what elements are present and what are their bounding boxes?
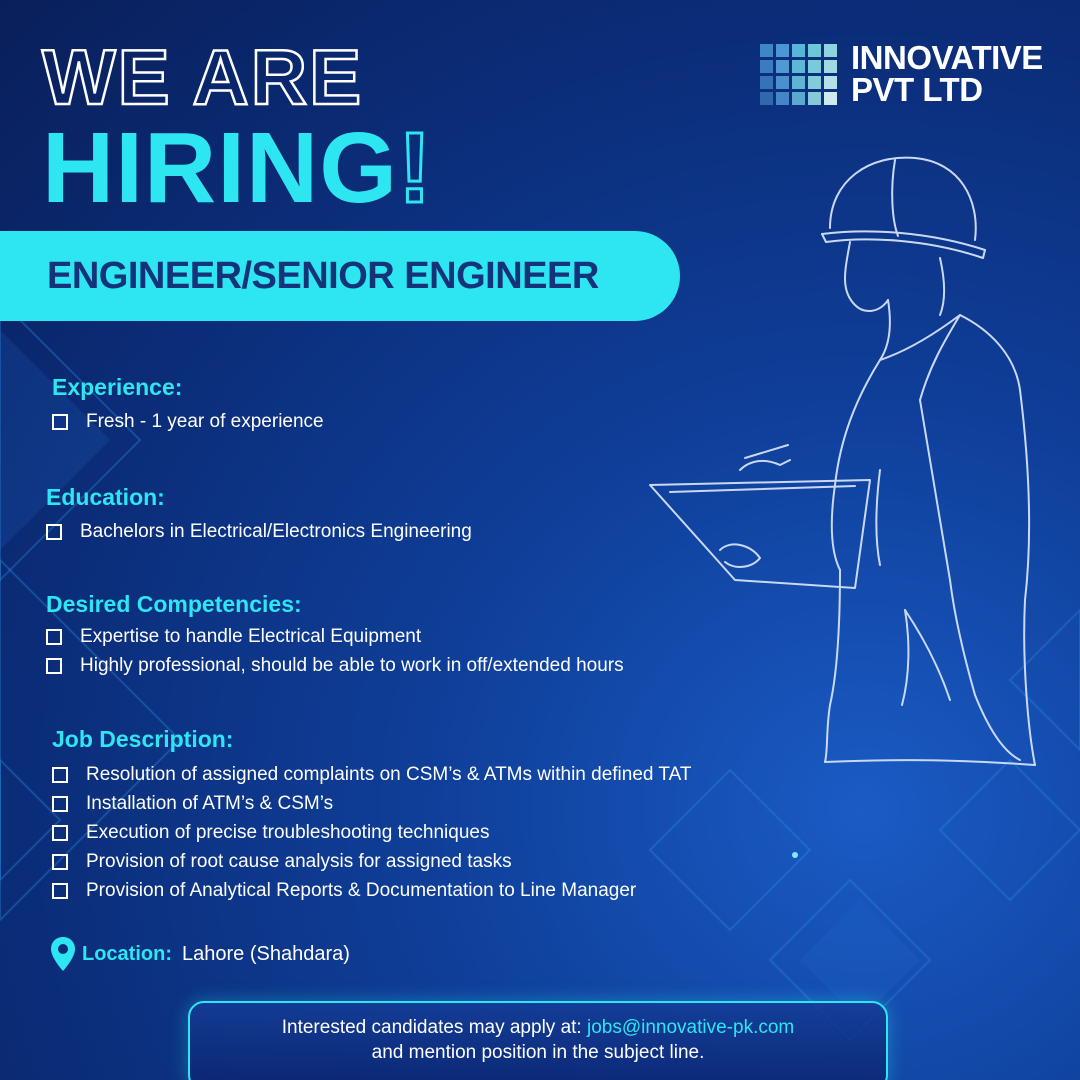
location-value: Lahore (Shahdara) bbox=[182, 942, 350, 965]
logo-square bbox=[824, 76, 837, 89]
logo-square bbox=[824, 44, 837, 57]
location bbox=[50, 936, 350, 972]
job-item-text: Resolution of assigned complaints on CSM’s & ATMs within defined TAT bbox=[86, 764, 692, 785]
logo-square bbox=[808, 60, 821, 73]
competencies-title: Desired Competencies: bbox=[46, 591, 302, 617]
logo-square bbox=[792, 60, 805, 73]
checkbox-bullet-icon bbox=[52, 825, 68, 841]
logo-square bbox=[792, 76, 805, 89]
apply-box bbox=[188, 1001, 888, 1080]
logo-square bbox=[760, 44, 773, 57]
job-item bbox=[52, 792, 333, 816]
company-name-line1: INNOVATIVE bbox=[851, 39, 1043, 76]
logo-square bbox=[760, 76, 773, 89]
job-item-text: Installation of ATM’s & CSM’s bbox=[86, 793, 334, 814]
job-item bbox=[52, 763, 691, 787]
logo-square bbox=[808, 76, 821, 89]
apply-text: Interested candidates may apply at: bbox=[281, 1017, 582, 1038]
checkbox-bullet-icon bbox=[52, 883, 68, 899]
checkbox-bullet-icon bbox=[46, 524, 62, 540]
logo-square bbox=[808, 92, 821, 105]
checkbox-bullet-icon bbox=[52, 796, 68, 812]
competency-item bbox=[46, 625, 421, 649]
competency-item bbox=[46, 654, 624, 678]
location-label: Location: bbox=[82, 942, 172, 965]
company-logo bbox=[760, 39, 1043, 108]
logo-square bbox=[760, 92, 773, 105]
competency-item-text: Expertise to handle Electrical Equipment bbox=[80, 626, 422, 647]
apply-line-2: and mention position in the subject line. bbox=[371, 1042, 705, 1063]
job-item-text: Execution of precise troubleshooting techniques bbox=[86, 822, 490, 843]
position-banner bbox=[0, 231, 680, 321]
education-item bbox=[46, 520, 472, 544]
competency-item-text: Highly professional, should be able to work in off/extended hours bbox=[80, 655, 624, 676]
checkbox-bullet-icon bbox=[46, 629, 62, 645]
checkbox-bullet-icon bbox=[52, 767, 68, 783]
logo-square bbox=[824, 92, 837, 105]
apply-email-link[interactable]: jobs@innovative-pk.com bbox=[586, 1017, 795, 1038]
company-name-line2: PVT LTD bbox=[851, 71, 983, 108]
checkbox-bullet-icon bbox=[52, 414, 68, 430]
experience-title: Experience: bbox=[52, 374, 183, 400]
education-item-text: Bachelors in Electrical/Electronics Engineering bbox=[80, 521, 472, 542]
headline-we-are: WE ARE bbox=[42, 33, 364, 121]
logo-square bbox=[808, 44, 821, 57]
job-item bbox=[52, 821, 489, 845]
job-item bbox=[52, 850, 512, 874]
logo-square bbox=[760, 60, 773, 73]
checkbox-bullet-icon bbox=[52, 854, 68, 870]
logo-square bbox=[824, 60, 837, 73]
grid-logo-icon bbox=[760, 44, 837, 105]
logo-square bbox=[792, 44, 805, 57]
checkbox-bullet-icon bbox=[46, 658, 62, 674]
logo-square bbox=[776, 76, 789, 89]
headline-hiring-word: HIRING bbox=[42, 112, 398, 224]
experience-item bbox=[52, 410, 324, 434]
job-description-title: Job Description: bbox=[52, 726, 234, 752]
apply-line-1 bbox=[190, 1015, 886, 1040]
position-title: ENGINEER/SENIOR ENGINEER bbox=[47, 255, 599, 297]
company-name bbox=[851, 39, 1043, 108]
job-item bbox=[52, 879, 636, 903]
headline-exclaim: ! bbox=[398, 112, 433, 224]
logo-square bbox=[776, 60, 789, 73]
logo-square bbox=[792, 92, 805, 105]
location-pin-icon bbox=[50, 936, 76, 972]
experience-item-text: Fresh - 1 year of experience bbox=[86, 411, 324, 432]
education-title: Education: bbox=[46, 484, 165, 510]
logo-square bbox=[776, 44, 789, 57]
engineer-line-art-icon bbox=[640, 140, 1060, 780]
job-item-text: Provision of Analytical Reports & Documentation to Line Manager bbox=[86, 880, 637, 901]
job-item-text: Provision of root cause analysis for assigned tasks bbox=[86, 851, 512, 872]
logo-square bbox=[776, 92, 789, 105]
headline-hiring bbox=[42, 112, 433, 224]
